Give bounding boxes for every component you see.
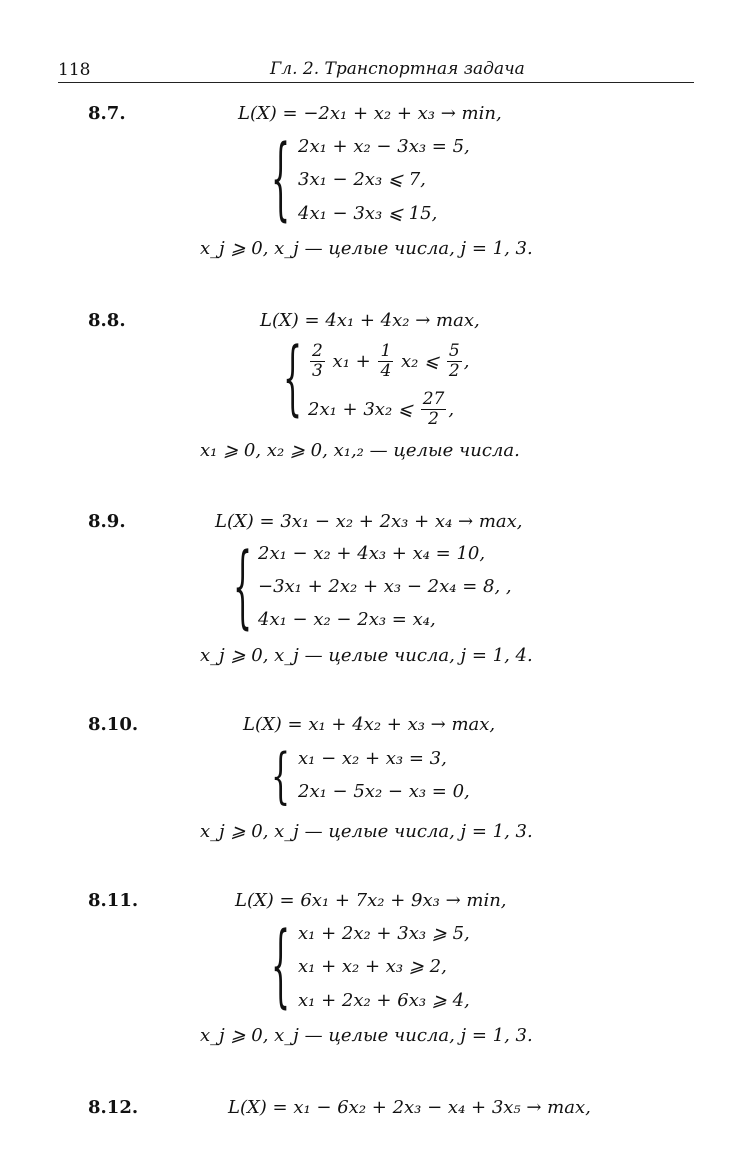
system-brace-8-9: {: [233, 536, 253, 641]
problem-label-8-12: 8.12.: [88, 1097, 139, 1118]
fraction-5-2: $\frac{5}{2}$: [448, 340, 460, 381]
fraction-2-3: $\frac{2}{3}$: [312, 340, 323, 381]
constraint-8-11-1: x₁ + 2x₂ + 3x₃ ⩾ 5,: [298, 923, 470, 944]
problem-label-8-9: 8.9.: [88, 511, 126, 532]
constraint-8-7-1: 2x₁ + x₂ − 3x₃ = 5,: [298, 136, 470, 157]
system-brace-8-11: {: [271, 915, 291, 1020]
fraction-27-2: $\frac{27}{2}$: [422, 388, 445, 429]
constraint-8-7-2: 3x₁ − 2x₃ ⩽ 7,: [298, 169, 426, 190]
problem-label-8-7: 8.7.: [88, 103, 126, 124]
conditions-8-11: x_j ⩾ 0, x_j — целые числа, j = 1, 3.: [200, 1025, 533, 1046]
objective-8-9: L(X) = 3x₁ − x₂ + 2x₃ + x₄ → max,: [215, 511, 523, 532]
system-brace-8-8: {: [283, 331, 303, 427]
problem-label-8-11: 8.11.: [88, 890, 139, 911]
conditions-8-9: x_j ⩾ 0, x_j — целые числа, j = 1, 4.: [200, 645, 533, 666]
conditions-8-10: x_j ⩾ 0, x_j — целые числа, j = 1, 3.: [200, 821, 533, 842]
chapter-title: Гл. 2. Транспортная задача: [270, 59, 525, 79]
objective-8-7: L(X) = −2x₁ + x₂ + x₃ → min,: [238, 103, 502, 124]
constraint-8-9-3: 4x₁ − x₂ − 2x₃ = x₄,: [258, 609, 436, 630]
conditions-8-8: x₁ ⩾ 0, x₂ ⩾ 0, x₁,₂ — целые числа.: [200, 440, 520, 461]
objective-8-11: L(X) = 6x₁ + 7x₂ + 9x₃ → min,: [235, 890, 507, 911]
objective-8-12: L(X) = x₁ − 6x₂ + 2x₃ − x₄ + 3x₅ → max,: [228, 1097, 591, 1118]
system-brace-8-10: {: [271, 742, 291, 812]
constraint-8-9-2: −3x₁ + 2x₂ + x₃ − 2x₄ = 8, ,: [258, 576, 512, 597]
conditions-8-7: x_j ⩾ 0, x_j — целые числа, j = 1, 3.: [200, 238, 533, 259]
fraction-1-4: $\frac{1}{4}$: [380, 340, 392, 381]
system-brace-8-7: {: [271, 128, 291, 233]
constraint-8-9-1: 2x₁ − x₂ + 4x₃ + x₄ = 10,: [258, 543, 486, 564]
header-rule: [58, 82, 694, 83]
problem-label-8-10: 8.10.: [88, 714, 139, 735]
objective-8-10: L(X) = x₁ + 4x₂ + x₃ → max,: [243, 714, 496, 735]
constraint-8-10-1: x₁ − x₂ + x₃ = 3,: [298, 748, 447, 769]
constraint-8-8-2: 2x₁ + 3x₂ ⩽ $\frac{27}{2}$ ,: [308, 388, 455, 429]
objective-8-8: L(X) = 4x₁ + 4x₂ → max,: [260, 310, 480, 331]
page-number: 118: [58, 60, 91, 80]
problem-label-8-8: 8.8.: [88, 310, 126, 331]
constraint-8-11-2: x₁ + x₂ + x₃ ⩾ 2,: [298, 956, 447, 977]
constraint-8-7-3: 4x₁ − 3x₃ ⩽ 15,: [298, 203, 438, 224]
constraint-8-10-2: 2x₁ − 5x₂ − x₃ = 0,: [298, 781, 470, 802]
constraint-8-11-3: x₁ + 2x₂ + 6x₃ ⩾ 4,: [298, 990, 470, 1011]
constraint-8-8-1: $\frac{2}{3}$ x₁ + $\frac{1}{4}$ x₂ ⩽ $\frac{5}{2}$ ,: [312, 340, 470, 381]
